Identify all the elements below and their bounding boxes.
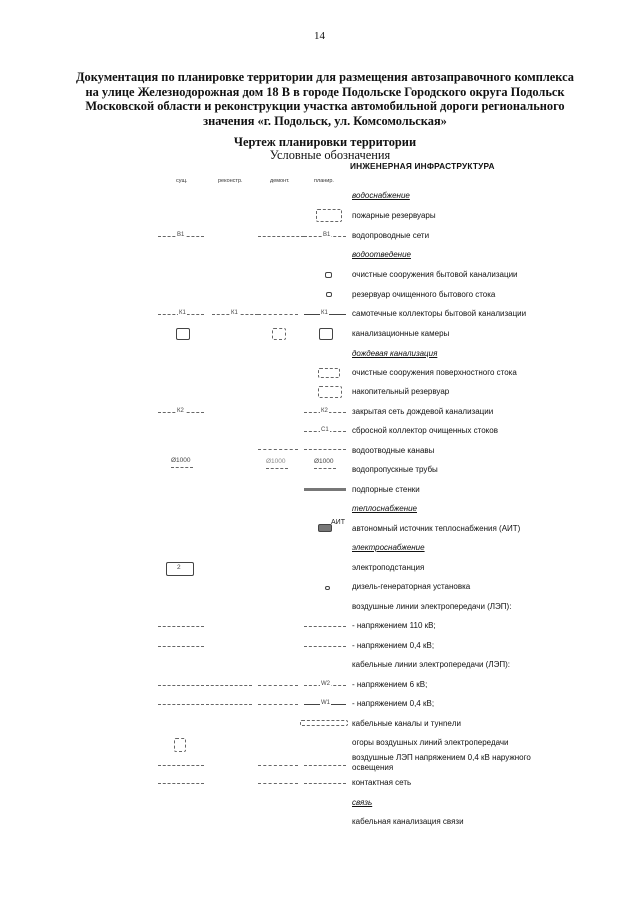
retaining-wall-symbol (304, 488, 346, 491)
legend-label: - напряжением 0,4 кВ; (352, 641, 435, 650)
page-number: 14 (314, 30, 325, 42)
legend-label: электроподстанция (352, 563, 425, 572)
document-title (60, 70, 590, 128)
sewer-chamber-planned-symbol (319, 328, 333, 340)
fire-reservoir-symbol (316, 209, 342, 222)
legend-label: водопроводные сети (352, 231, 430, 240)
treated-reservoir-symbol (326, 292, 332, 297)
storm-sewer-tag: К2 (177, 408, 184, 414)
storage-reservoir-symbol (318, 386, 342, 398)
column-header-reconstruct: реконстр. (218, 178, 243, 184)
legend-label: самотечные коллекторы бытовой канализации (352, 309, 527, 318)
legend-title: Условные обозначения (269, 148, 391, 162)
storm-sewer-tag: К2 (321, 408, 328, 414)
legend-label: воздушные ЛЭП напряжением 0,4 кВ наружного освещения (352, 753, 531, 772)
title-line: значения «г. Подольск, ул. Комсомольская» (203, 113, 447, 128)
ait-symbol (318, 524, 332, 532)
title-line: Документация по планировке территории для размещения автозаправочного комплекса (76, 70, 574, 84)
storm-treatment-symbol (318, 368, 340, 378)
contact-network-demolish-symbol (258, 783, 298, 784)
section-header: ИНЖЕНЕРНАЯ ИНФРАСТРУКТУРА (350, 161, 495, 171)
legend-label: кабельные каналы и тунneли (352, 719, 462, 728)
culvert-planned-symbol (314, 468, 336, 469)
column-header-planned: планир. (314, 178, 334, 184)
legend-label: сбросной коллектор очищенных стоков (352, 426, 498, 435)
ait-label: АИТ (331, 519, 345, 526)
category-drainage: водоотведение (352, 250, 411, 259)
column-header-demolish: демонт. (270, 178, 290, 184)
legend-label: закрытая сеть дождевой канализации (352, 407, 494, 416)
power-pole-symbol (174, 738, 186, 752)
culvert-planned-label: Ø1000 (314, 458, 334, 465)
culvert-existing-label: Ø1000 (171, 457, 191, 464)
title-line: Московской области и реконструкции участка автомобильной дороги регионального (85, 99, 565, 114)
cable-6kv-tag: W2 (321, 681, 330, 687)
sewer-tag: К1 (321, 310, 328, 316)
legend-label: очистные сооружения бытовой канализации (352, 270, 518, 279)
culvert-demolish-symbol (266, 468, 288, 469)
cable-channel-symbol (300, 720, 348, 726)
category-storm-sewer: дождевая канализация (352, 349, 438, 358)
contact-network-planned-symbol (304, 783, 346, 784)
water-pipe-tag: В1 (177, 232, 185, 238)
outlet-collector-tag: С1 (321, 427, 329, 433)
legend-label: воздушные линии электропередачи (ЛЭП): (352, 602, 512, 611)
lighting-line-existing-symbol (158, 765, 204, 766)
substation-label: 2 (177, 564, 181, 571)
lighting-line-demolish-symbol (258, 765, 298, 766)
legend-label: контактная сеть (352, 778, 412, 787)
lighting-line-planned-symbol (304, 765, 346, 766)
legend-label: дизель-генераторная установка (352, 582, 471, 591)
treatment-plant-symbol (325, 272, 332, 278)
legend-label: водоотводные канавы (352, 446, 435, 455)
legend-label: - напряжением 6 кВ; (352, 680, 428, 689)
sewer-tag: К1 (231, 310, 238, 316)
legend-label: - напряжением 110 кВ; (352, 621, 436, 630)
category-heating: теплоснабжение (352, 504, 417, 513)
ditch-demolish-symbol (258, 449, 298, 450)
category-water-supply: водоснабжение (352, 191, 410, 200)
drawing-subtitle: Чертеж планировки территории (233, 135, 417, 149)
cable-6kv-demolish-symbol (258, 685, 298, 686)
legend-label: кабельная канализация связи (352, 817, 464, 826)
culvert-existing-symbol (171, 467, 193, 468)
cable-04kv-tag: W1 (321, 700, 330, 706)
overhead-04kv-symbol (158, 646, 204, 647)
overhead-110kv-planned-symbol (304, 626, 346, 627)
water-pipe-demolish-symbol (258, 236, 304, 237)
contact-network-existing-symbol (158, 783, 204, 784)
sewer-chamber-existing-symbol (176, 328, 190, 340)
legend-label: огоры воздушных линий электропередачи (352, 738, 509, 747)
ditch-planned-symbol (304, 449, 346, 450)
diesel-generator-symbol (325, 586, 330, 590)
sewer-tag: К1 (179, 310, 186, 316)
legend-label: канализационные камеры (352, 329, 450, 338)
water-pipe-tag: В1 (323, 232, 331, 238)
cable-6kv-existing-symbol (158, 685, 204, 686)
culvert-demolish-label: Ø1000 (266, 458, 286, 465)
category-electricity: электроснабжение (352, 543, 425, 552)
cable-6kv-reconstruct-symbol (206, 685, 252, 686)
legend-label: очистные сооружения поверхностного стока (352, 368, 517, 377)
legend-label: автономный источник теплоснабжения (АИТ) (352, 524, 521, 533)
title-line: на улице Железнодорожная дом 18 В в городе Подольске Городского округа Подольск (85, 84, 565, 99)
legend-label: накопительный резервуар (352, 387, 450, 396)
legend-label: пожарные резервуары (352, 211, 436, 220)
overhead-110kv-symbol (158, 626, 204, 627)
overhead-04kv-planned-symbol (304, 646, 346, 647)
sewer-demolish-symbol (258, 314, 298, 315)
legend-label: водопропускные трубы (352, 465, 438, 474)
legend-label: - напряжением 0,4 кВ; (352, 699, 435, 708)
cable-04kv-reconstruct-symbol (206, 704, 252, 705)
legend-label: кабельные линии электропередачи (ЛЭП): (352, 660, 510, 669)
legend-label: подпорные стенки (352, 485, 420, 494)
legend-label: резервуар очищенного бытового стока (352, 290, 496, 299)
cable-04kv-demolish-symbol (258, 704, 298, 705)
column-header-existing: сущ. (176, 178, 188, 184)
sewer-chamber-demolish-symbol (272, 328, 286, 340)
cable-04kv-existing-symbol (158, 704, 204, 705)
category-communications: связь (352, 798, 373, 807)
